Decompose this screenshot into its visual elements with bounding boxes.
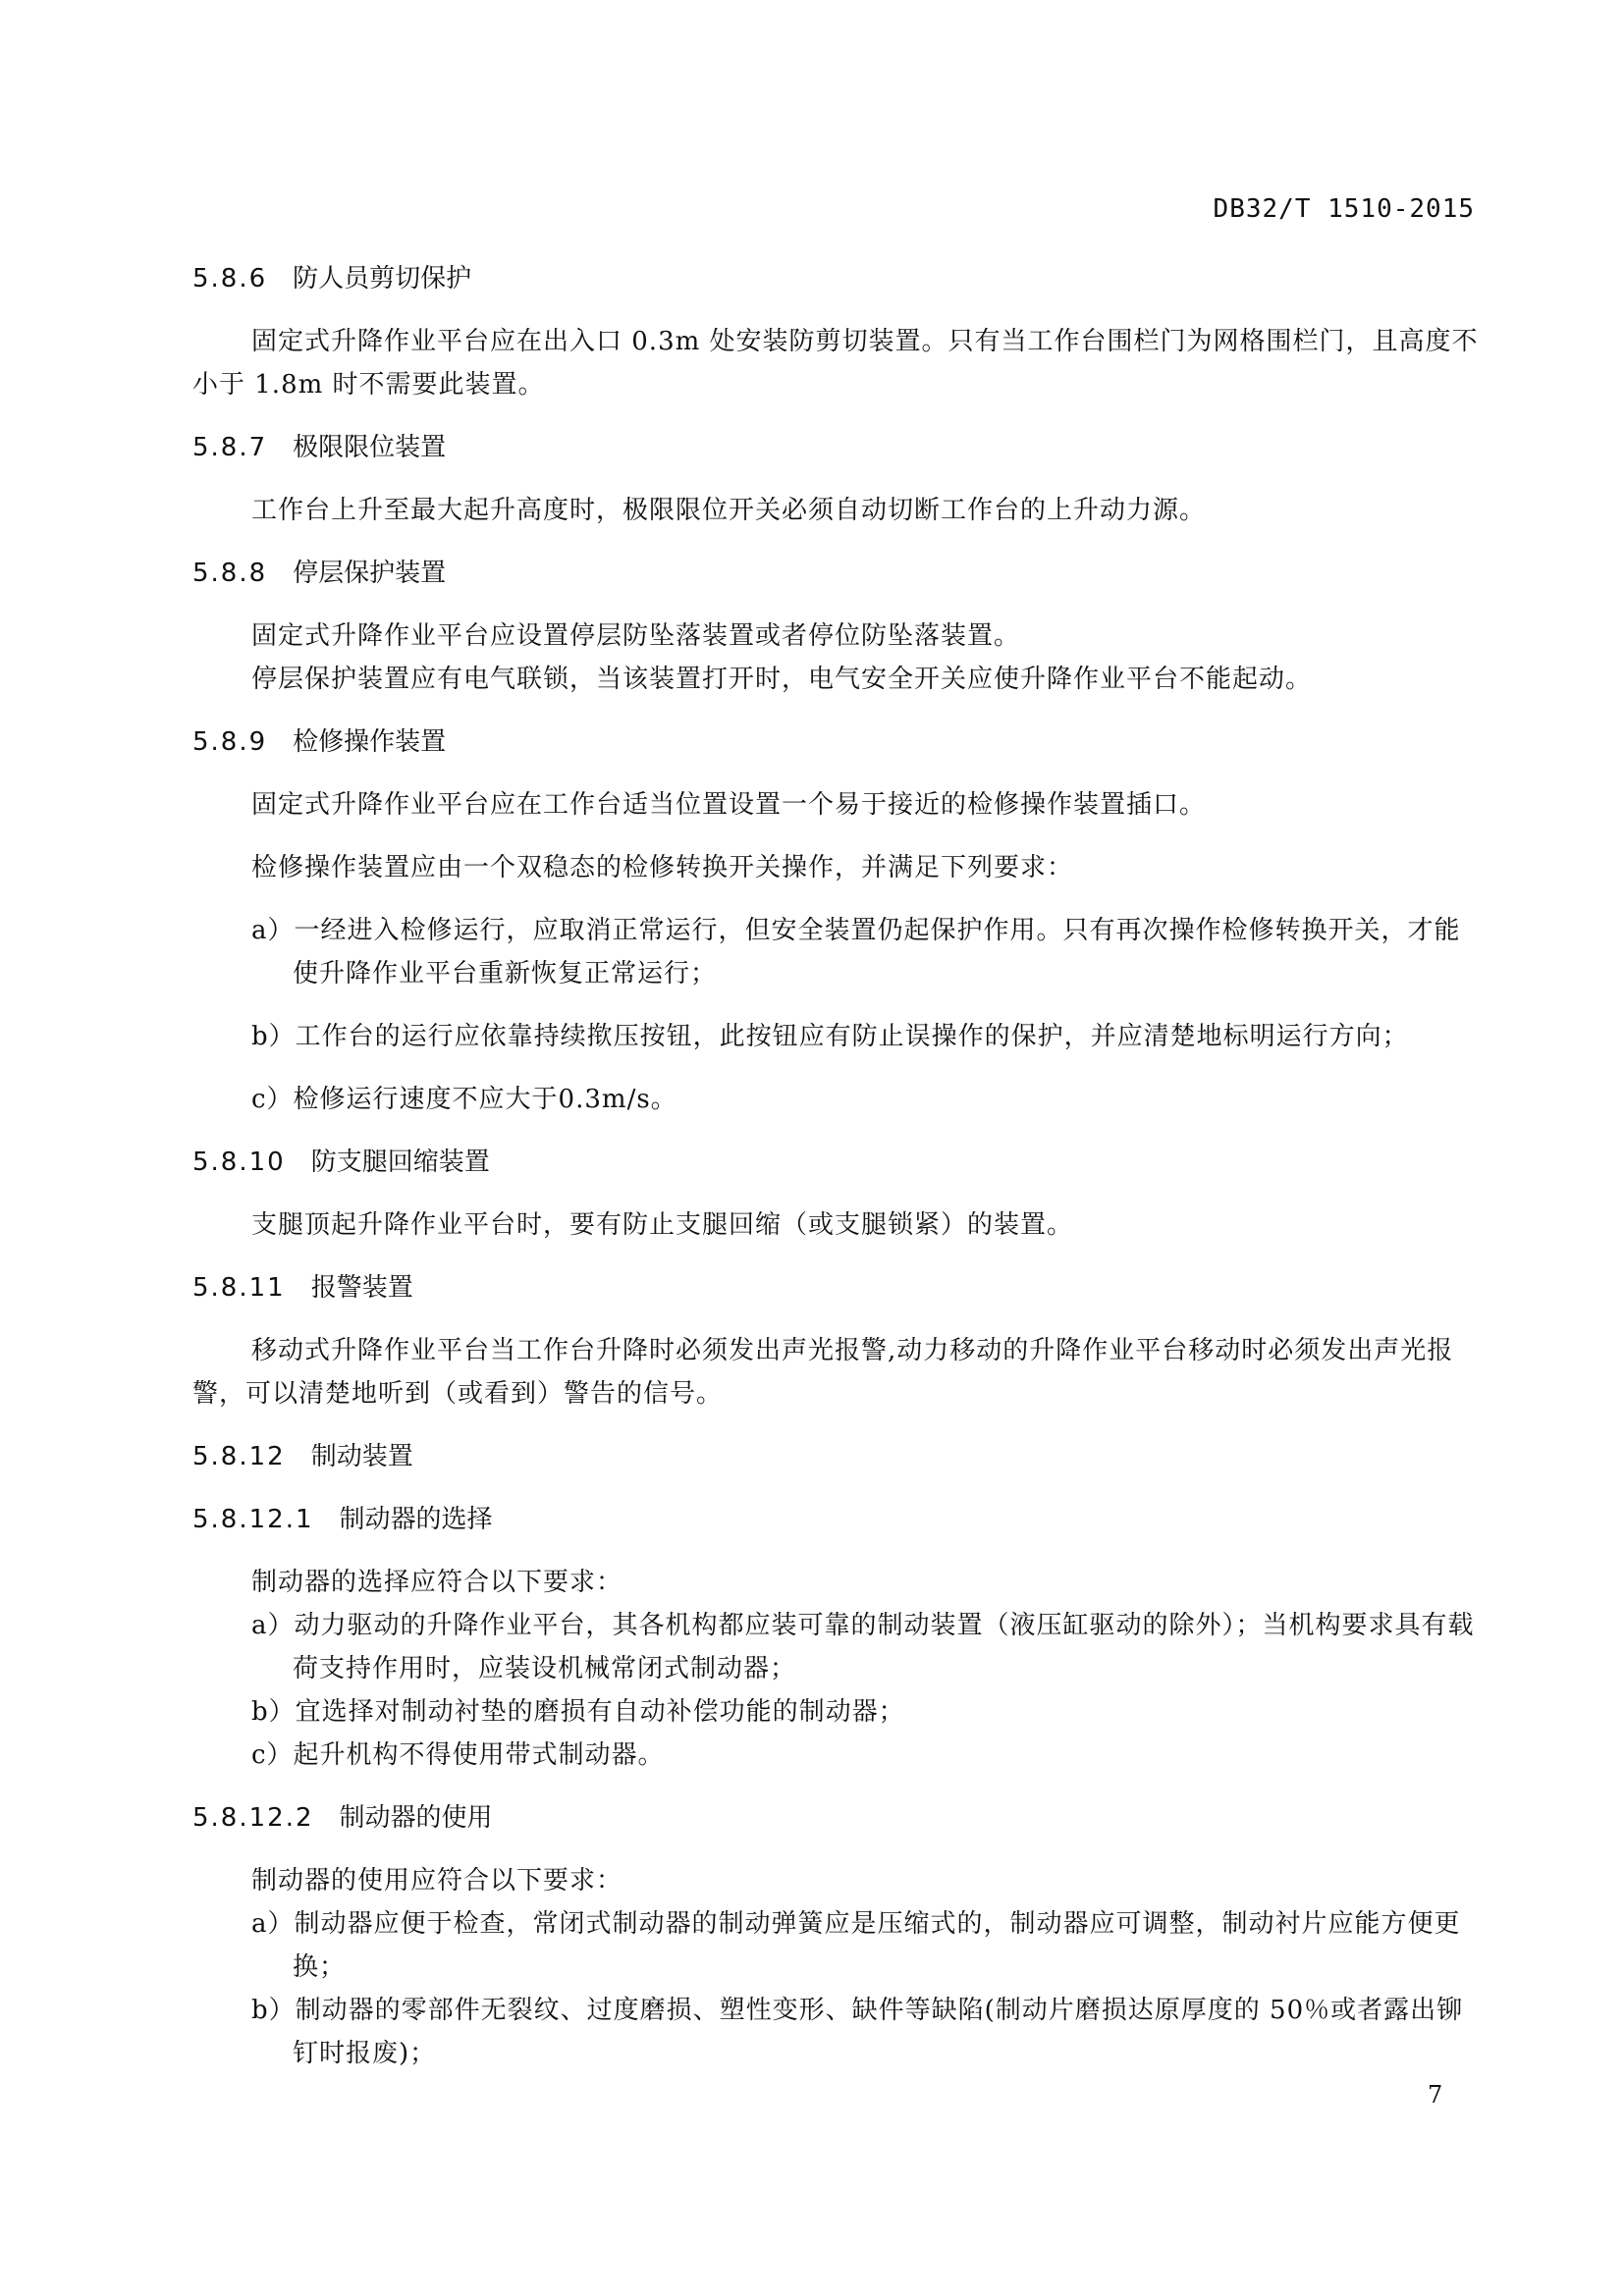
- paragraph: 固定式升降作业平台应在出入口 0.3m 处安装防剪切装置。只有当工作台围栏门为网格围栏门，且高度不小于 1.8m 时不需要此装置。: [192, 327, 1479, 400]
- section-heading-5-8-12: [192, 1435, 1479, 1478]
- paragraph: 制动器的选择应符合以下要求：: [251, 1568, 623, 1597]
- list-item: a）一经进入检修运行，应取消正常运行，但安全装置仍起保护作用。只有再次操作检修转换开关，才能使升降作业平台重新恢复正常运行；: [251, 916, 1461, 988]
- section-heading-5-8-12-2: [192, 1796, 1479, 1840]
- list-item: c）起升机构不得使用带式制动器。: [251, 1740, 665, 1770]
- section-heading-5-8-10: [192, 1141, 1479, 1184]
- section-number: 5.8.10: [192, 1148, 286, 1177]
- paragraph: 支腿顶起升降作业平台时，要有防止支腿回缩（或支腿锁紧）的装置。: [251, 1210, 1074, 1240]
- list-item: c）检修运行速度不应大于0.3m/s。: [251, 1085, 677, 1114]
- list-item: a）制动器应便于检查，常闭式制动器的制动弹簧应是压缩式的，制动器应可调整，制动衬片应能方便更换；: [251, 1909, 1461, 1982]
- paragraph: 固定式升降作业平台应在工作台适当位置设置一个易于接近的检修操作装置插口。: [251, 790, 1207, 820]
- list-item: b）宜选择对制动衬垫的磨损有自动补偿功能的制动器；: [251, 1697, 905, 1727]
- section-heading-5-8-9: [192, 721, 1479, 764]
- section-number: 5.8.12.2: [192, 1803, 314, 1833]
- section-number: 5.8.6: [192, 264, 268, 294]
- paragraph: 制动器的使用应符合以下要求：: [251, 1866, 623, 1896]
- section-heading-5-8-11: [192, 1266, 1479, 1309]
- section-heading-5-8-7: [192, 426, 1479, 469]
- list-item: a）动力驱动的升降作业平台，其各机构都应装可靠的制动装置（液压缸驱动的除外）；当机构要求具有载荷支持作用时，应装设机械常闭式制动器；: [251, 1611, 1475, 1683]
- paragraph: 工作台上升至最大起升高度时，极限限位开关必须自动切断工作台的上升动力源。: [251, 496, 1207, 525]
- page-number: 7: [1428, 2081, 1443, 2109]
- list-item: b）制动器的零部件无裂纹、过度磨损、塑性变形、缺件等缺陷(制动片磨损达原厚度的 50％或者露出铆钉时报废)；: [251, 1996, 1464, 2068]
- section-number: 5.8.7: [192, 433, 268, 462]
- section-number: 5.8.12: [192, 1442, 286, 1471]
- page-content: [192, 257, 1479, 2075]
- section-number: 5.8.9: [192, 727, 268, 757]
- paragraph: 移动式升降作业平台当工作台升降时必须发出声光报警,动力移动的升降作业平台移动时必须发出声光报警，可以清楚地听到（或看到）警告的信号。: [192, 1336, 1454, 1409]
- section-title: 检修操作装置: [293, 727, 447, 757]
- section-heading-5-8-6: [192, 257, 1479, 300]
- paragraph: 检修操作装置应由一个双稳态的检修转换开关操作，并满足下列要求：: [251, 853, 1074, 882]
- section-title: 防支腿回缩装置: [310, 1148, 490, 1177]
- section-title: 防人员剪切保护: [293, 264, 472, 294]
- section-title: 极限限位装置: [293, 433, 447, 462]
- section-title: 报警装置: [310, 1273, 413, 1303]
- section-title: 停层保护装置: [293, 559, 447, 588]
- section-title: 制动器的选择: [339, 1505, 493, 1534]
- section-title: 制动器的使用: [339, 1803, 493, 1833]
- section-title: 制动装置: [310, 1442, 413, 1471]
- section-heading-5-8-12-1: [192, 1498, 1479, 1541]
- list-item: b）工作台的运行应依靠持续揿压按钮，此按钮应有防止误操作的保护，并应清楚地标明运行方向；: [251, 1022, 1409, 1051]
- section-number: 5.8.8: [192, 559, 268, 588]
- section-heading-5-8-8: [192, 552, 1479, 595]
- section-number: 5.8.12.1: [192, 1505, 314, 1534]
- paragraph: 固定式升降作业平台应设置停层防坠落装置或者停位防坠落装置。: [251, 621, 1021, 651]
- document-code: DB32/T 1510-2015: [1213, 194, 1475, 224]
- paragraph: 停层保护装置应有电气联锁，当该装置打开时，电气安全开关应使升降作业平台不能起动。: [251, 665, 1313, 694]
- section-number: 5.8.11: [192, 1273, 286, 1303]
